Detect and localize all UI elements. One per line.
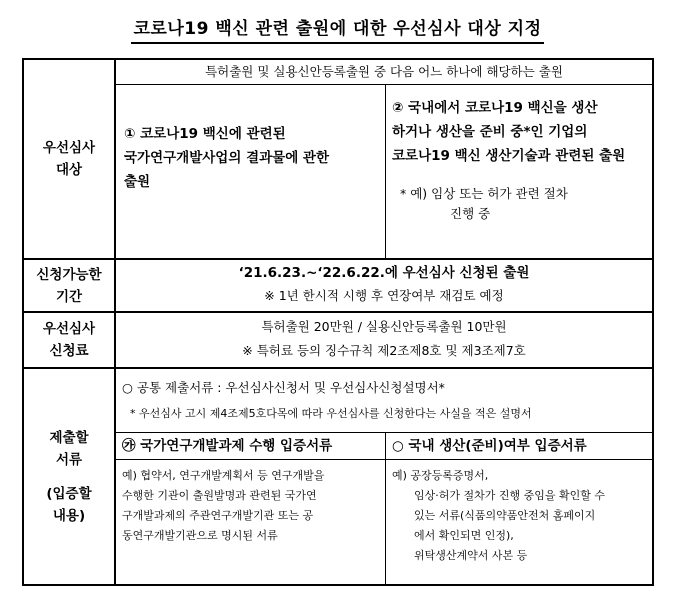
target-option-2-note: * 예) 임상 또는 허가 관련 절차 진행 중 (400, 186, 568, 221)
target-option-2: ② 국내에서 코로나19 백신을 생산 하거나 생산을 준비 중*인 기업의 코로나19 백신 생산기술과 관련된 출원 (392, 100, 626, 164)
fee-main: 특허출원 20만원 / 실용신안등록출원 10만원 (261, 319, 507, 334)
fee-note: ※ 특허료 등의 징수규칙 제2조제8호 및 제3조제7호 (242, 343, 526, 358)
target-intro: 특허출원 및 실용신안등록출원 중 다음 어느 하나에 해당하는 출원 (205, 64, 563, 79)
documents-left-body: 예) 협약서, 연구개발계획서 등 연구개발을 수행한 기관이 출원발명과 관련된 국가연 구개발과제의 주관연구개발기관 또는 공 동연구개발기관으로 명시된 서류 (122, 469, 325, 542)
header-fee: 우선심사 신청료 (42, 321, 96, 359)
priority-exam-table (22, 58, 654, 586)
documents-common: ○ 공통 제출서류 : 우선심사신청서 및 우선심사신청설명서* (122, 380, 445, 395)
header-period: 신청가능한 기간 (36, 266, 102, 305)
target-option-1: ① 코로나19 백신에 관련된 국가연구개발사업의 결과물에 관한 출원 (124, 126, 330, 190)
page-title: 코로나19 백신 관련 출원에 대한 우선심사 대상 지정 (0, 14, 675, 39)
documents-common-note: * 우선심사 고시 제4조제5호다목에 따라 우선심사를 신청한다는 사실을 적은 설명서 (130, 407, 532, 420)
header-target: 우선심사 대상 (42, 140, 96, 178)
documents-right-title: ○ 국내 생산(준비)여부 입증서류 (392, 438, 587, 454)
documents-right-body: 예) 공장등록증명서, 임상·허가 절차가 진행 중임을 확인할 수 있는 서류(식품의약품안전처 홈페이지 에서 확인되면 인정), 위탁생산계약서 사본 등 (392, 469, 605, 562)
header-documents: 제출할 서류 (입증할 내용) (46, 429, 92, 524)
period-note: ※ 1년 한시적 시행 후 연장여부 재검토 예정 (264, 288, 504, 303)
documents-left-title: ㉮ 국가연구개발과제 수행 입증서류 (122, 438, 333, 454)
period-main: ‘21.6.23.~‘22.6.22.에 우선심사 신청된 출원 (238, 265, 530, 281)
